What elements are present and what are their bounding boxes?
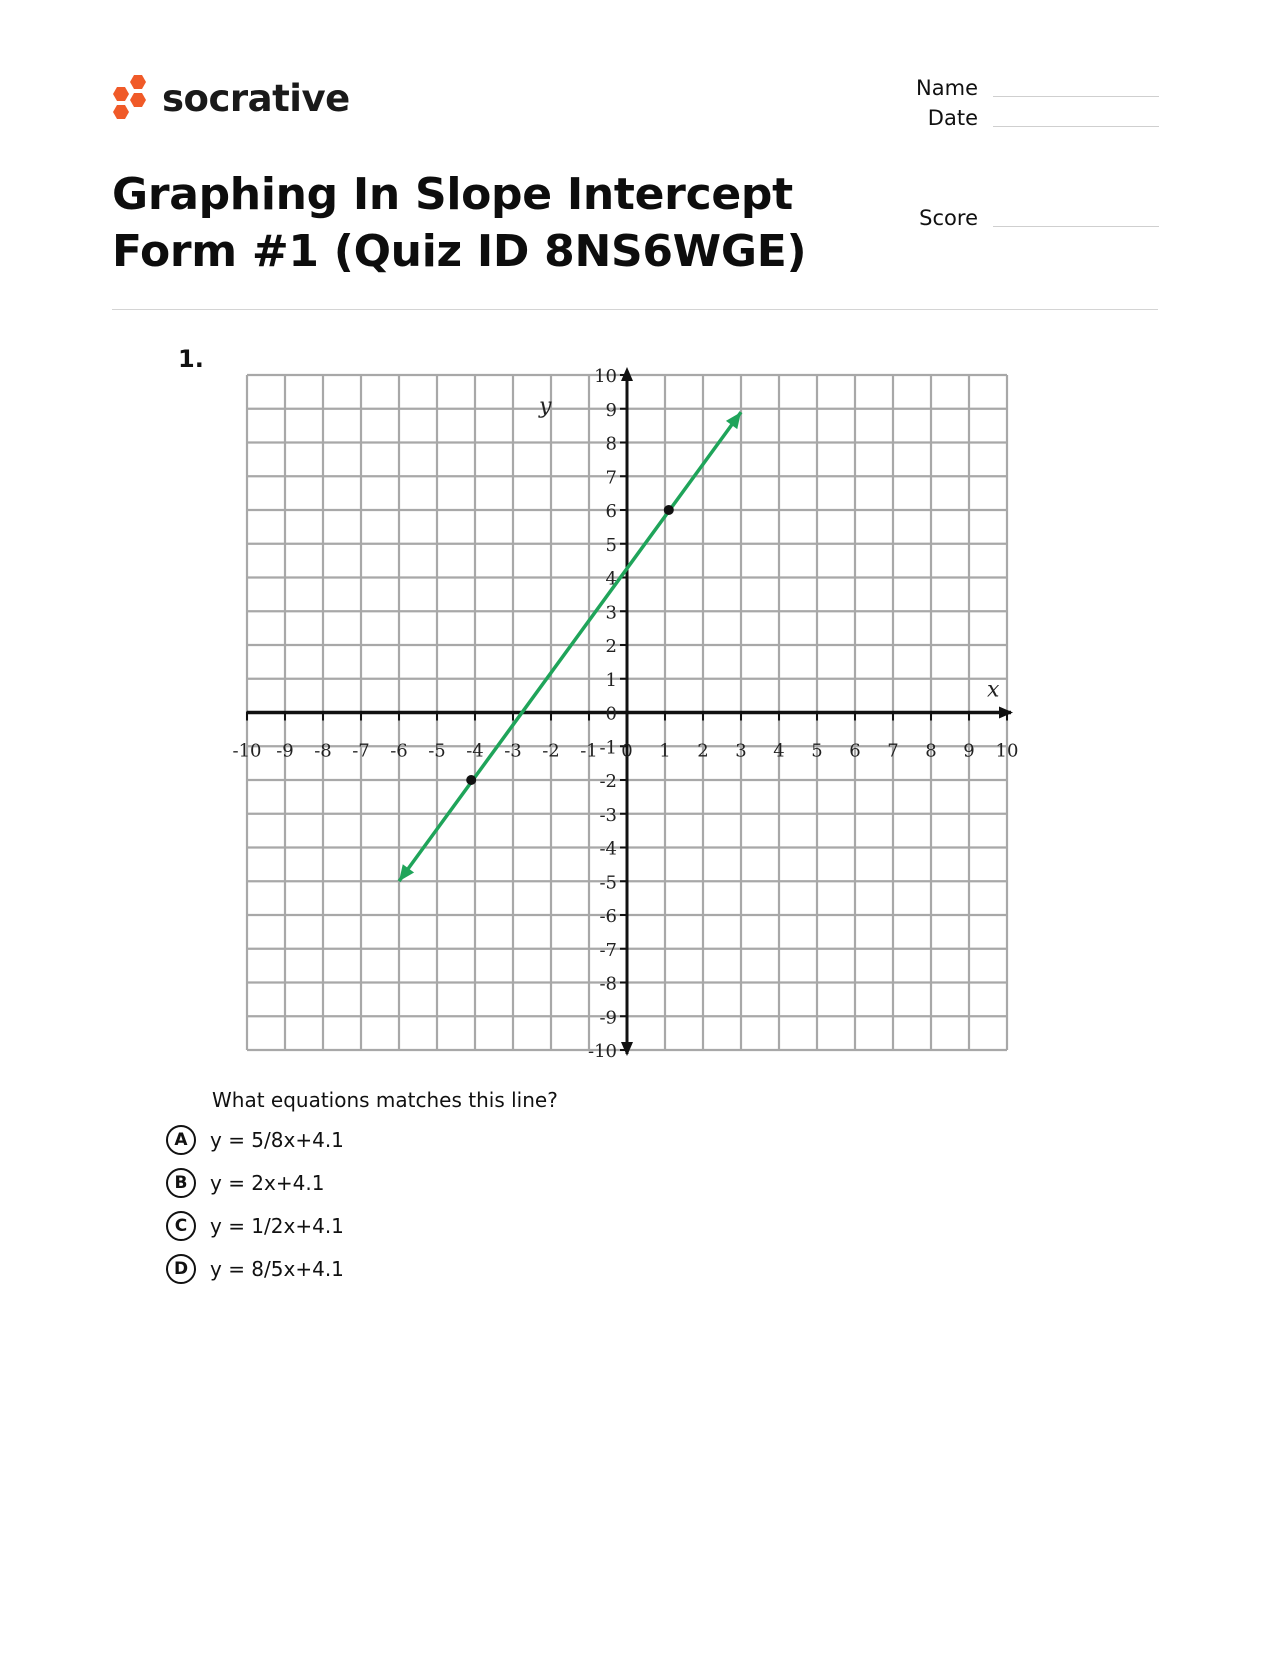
score-label: Score <box>919 206 978 230</box>
score-input-line[interactable] <box>993 225 1159 227</box>
coordinate-graph <box>225 355 1025 1070</box>
svg-text:-9: -9 <box>276 740 294 762</box>
name-input-line[interactable] <box>993 95 1159 97</box>
option-text-d: y = 8/5x+4.1 <box>210 1257 344 1281</box>
svg-text:-9: -9 <box>599 1007 617 1029</box>
svg-text:-6: -6 <box>599 906 617 927</box>
quiz-title-line-1: Graphing In Slope Intercept <box>112 169 793 220</box>
svg-text:-2: -2 <box>599 771 617 792</box>
svg-text:-8: -8 <box>314 740 332 762</box>
svg-text:3: 3 <box>735 740 747 762</box>
question-number: 1. <box>178 345 204 373</box>
x-axis-label: x <box>987 677 1000 703</box>
svg-text:-3: -3 <box>599 804 617 826</box>
svg-text:-1: -1 <box>599 737 617 759</box>
svg-text:10: 10 <box>594 366 617 387</box>
svg-text:6: 6 <box>605 501 617 522</box>
svg-text:7: 7 <box>605 467 617 489</box>
answer-option-d[interactable] <box>166 1254 344 1284</box>
svg-text:-7: -7 <box>599 939 617 961</box>
date-input-line[interactable] <box>993 125 1159 127</box>
option-text-b: y = 2x+4.1 <box>210 1171 325 1195</box>
svg-text:5: 5 <box>605 534 617 556</box>
svg-text:4: 4 <box>773 740 785 762</box>
plotted-line <box>399 412 741 881</box>
svg-text:2: 2 <box>697 740 709 762</box>
svg-text:-8: -8 <box>599 973 617 995</box>
svg-text:7: 7 <box>887 740 899 762</box>
svg-text:-7: -7 <box>352 740 370 762</box>
svg-text:8: 8 <box>925 740 937 762</box>
svg-text:-4: -4 <box>466 740 484 762</box>
option-letter-c[interactable]: C <box>166 1211 196 1241</box>
svg-text:0: 0 <box>621 740 633 762</box>
answer-option-c[interactable] <box>166 1211 344 1241</box>
svg-text:3: 3 <box>605 602 617 624</box>
svg-text:4: 4 <box>605 568 617 590</box>
svg-text:-2: -2 <box>542 740 560 762</box>
svg-text:-5: -5 <box>599 872 617 894</box>
svg-text:2: 2 <box>605 636 617 657</box>
svg-text:5: 5 <box>811 740 823 762</box>
svg-text:-3: -3 <box>504 740 522 762</box>
svg-text:1: 1 <box>659 740 671 762</box>
quiz-title-line-2: Form #1 (Quiz ID 8NS6WGE) <box>112 226 807 277</box>
svg-text:8: 8 <box>605 433 617 455</box>
svg-text:6: 6 <box>849 740 861 762</box>
svg-text:9: 9 <box>605 399 617 421</box>
name-label: Name <box>916 76 978 100</box>
svg-text:9: 9 <box>963 740 975 762</box>
option-letter-d[interactable]: D <box>166 1254 196 1284</box>
score-field[interactable] <box>858 208 1159 229</box>
plotted-point <box>664 505 674 515</box>
brand-name: socrative <box>162 76 350 120</box>
answer-option-b[interactable] <box>166 1168 324 1198</box>
svg-text:-10: -10 <box>588 1041 617 1062</box>
svg-text:-1: -1 <box>580 740 598 762</box>
y-axis-label: y <box>539 394 552 419</box>
socrative-logo <box>112 72 350 124</box>
coordinate-plane <box>225 355 1025 1065</box>
option-text-a: y = 5/8x+4.1 <box>210 1128 344 1152</box>
name-field[interactable] <box>858 78 1159 99</box>
svg-text:0: 0 <box>605 703 617 725</box>
header-divider <box>112 309 1158 310</box>
svg-text:-6: -6 <box>390 740 408 762</box>
plotted-point <box>466 775 476 785</box>
svg-text:-5: -5 <box>428 740 446 762</box>
quiz-title <box>112 166 872 280</box>
question-prompt: What equations matches this line? <box>212 1088 558 1112</box>
date-label: Date <box>927 106 978 130</box>
svg-text:-10: -10 <box>232 740 262 762</box>
option-letter-a[interactable]: A <box>166 1125 196 1155</box>
option-letter-b[interactable]: B <box>166 1168 196 1198</box>
date-field[interactable] <box>858 108 1159 129</box>
svg-text:10: 10 <box>995 740 1019 762</box>
option-text-c: y = 1/2x+4.1 <box>210 1214 344 1238</box>
answer-option-a[interactable] <box>166 1125 344 1155</box>
svg-text:-4: -4 <box>599 838 617 860</box>
svg-text:1: 1 <box>605 669 617 691</box>
hexagon-cluster-icon <box>112 73 152 123</box>
